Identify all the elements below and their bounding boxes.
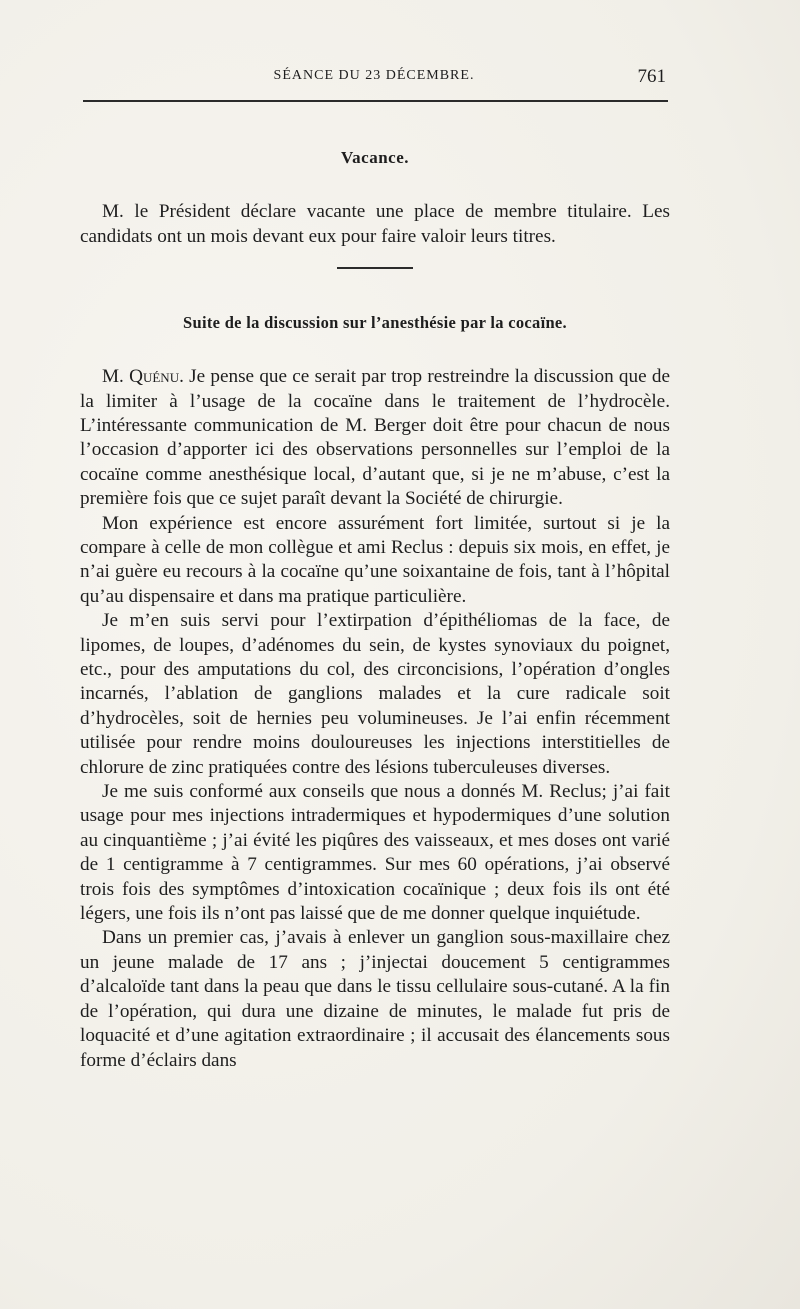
section-title-discussion: Suite de la discussion sur l’anesthésie par la cocaïne. xyxy=(183,312,567,332)
header-rule xyxy=(83,100,668,102)
section-separator xyxy=(337,267,413,269)
paragraph-4: Je me suis conformé aux conseils que nous a donnés M. Reclus; j’ai fait usage pour mes injections intradermiques et hypodermiques d’une solution au cinquantième ; j’ai évité les piqûres des vaisseaux, et mes doses ont varié de 1 centigramme à 7 centigrammes. Sur mes 60 opérations, j’ai observé trois fois des symptômes d’intoxication cocaïnique ; deux fois ils ont été légers, une fois ils n’ont pas laissé que de me donner quelque inquiétude. xyxy=(80,781,670,925)
speaker-name: M. Quénu. xyxy=(102,366,184,388)
page-header xyxy=(80,66,668,98)
paragraph-3: Je m’en suis servi pour l’extirpation d’épithéliomas de la face, de lipomes, de loupes, d’adénomes du sein, de kystes synoviaux du poignet, etc., pour des amputations du col, des circoncisions, l’opération d’ongles incarnés, l’ablation de ganglions malades et la cure radicale soit d’hydrocèles, soit de hernies peu volumineuses. Je l’ai enfin récemment utilisée pour rendre moins douloureuses les injections interstitielles de chlorure de zinc pratiquées contre des lésions tuberculeuses diverses. xyxy=(80,610,670,778)
paragraph-5: Dans un premier cas, j’avais à enlever un ganglion sous-maxillaire chez un jeune malade de 17 ans ; j’injectai doucement 5 centigrammes d’alcaloïde tant dans la peau que dans le tissu cellulaire sous-cutané. A la fin de l’opération, qui dura une dizaine de minutes, le malade fut pris de loquacité et d’une agitation extraordinaire ; il accusait des élancements sous forme d’éclairs dans xyxy=(80,927,670,1071)
paragraph-2: Mon expérience est encore assurément fort limitée, surtout si je la compare à celle de mon collègue et ami Reclus : depuis six mois, en effet, je n’ai guère eu recours à la cocaïne qu’une soixantaine de fois, tant à l’hôpital qu’au dispensaire et dans ma pratique particulière. xyxy=(80,512,670,607)
paragraph-text: Je pense que ce serait par trop restreindre la discussion que de la limiter à l’usage de la cocaïne dans le traitement de l’hydrocèle. L’intéressante communication de M. Berger doit être pour chacun de nous l’occasion d’apporter ici des observations personnelles sur l’emploi de la cocaïne comme anesthésique local, d’autant que, si je ne m’abuse, c’est la première fois que ce sujet paraît devant la Société de chirurgie. xyxy=(80,366,670,510)
page-number: 761 xyxy=(637,66,666,87)
paragraph-quenu-1 xyxy=(80,365,670,511)
running-head: SÉANCE DU 23 DÉCEMBRE. xyxy=(273,68,475,83)
page-body xyxy=(80,138,670,1073)
section-title-vacance: Vacance. xyxy=(340,148,410,167)
paragraph-vacance: M. le Président déclare vacante une place de membre titulaire. Les candidats ont un mois devant eux pour faire valoir leurs titres. xyxy=(80,201,670,247)
